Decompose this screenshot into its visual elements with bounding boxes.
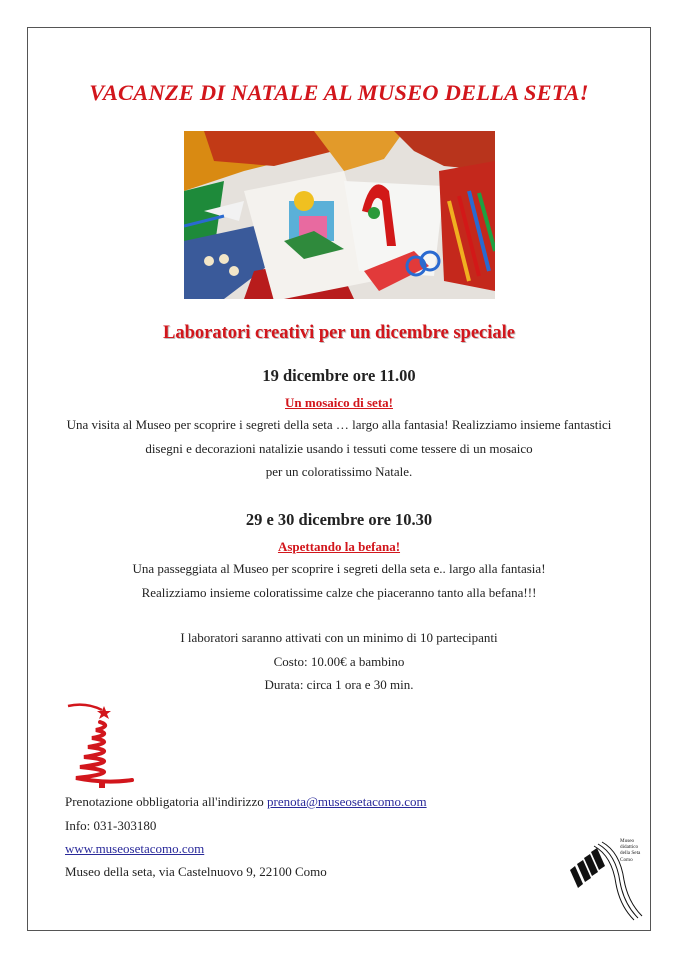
event1-line: disegni e decorazioni natalizie usando i tessuti come tessere di un mosaico (145, 440, 533, 456)
logo-line: della Seta (620, 850, 641, 857)
event2-name: Aspettando la befana! (277, 539, 401, 554)
logo-line: didattico (620, 844, 639, 851)
christmas-tree-icon (66, 700, 138, 790)
event1-description (0, 413, 678, 484)
workshop-photo (184, 131, 495, 299)
info-cost: Costo: 10.00€ a bambino (273, 653, 405, 669)
event2-date: 29 e 30 dicembre ore 10.30 (245, 510, 433, 529)
event2-line: Una passeggiata al Museo per scoprire i segreti della seta e.. largo alla fantasia! (132, 561, 546, 576)
subtitle: Laboratori creativi per un dicembre speciale (163, 323, 515, 343)
event1-line: per un coloratissimo Natale. (265, 464, 413, 479)
event1-line: Una visita al Museo per scoprire i segreti della seta … largo alla fantasia! Realizziamo insieme fantastici (66, 417, 612, 432)
event1-name: Un mosaico di seta! (285, 395, 393, 410)
address: Museo della seta, via Castelnuovo 9, 22100 Como (65, 864, 327, 879)
info-duration: Durata: circa 1 ora e 30 min. (264, 677, 414, 692)
event2-line: Realizziamo insieme coloratissime calze che piaceranno tanto alla befana!!! (141, 584, 537, 600)
booking-line (65, 794, 427, 810)
info-minimum: I laboratori saranno attivati con un minimo di 10 partecipanti (180, 630, 498, 645)
logo-line: Museo (620, 838, 635, 844)
event2-description (0, 557, 678, 604)
page-title: VACANZE DI NATALE AL MUSEO DELLA SETA! (89, 80, 589, 105)
phone-info: Info: 031-303180 (65, 818, 157, 833)
logo-line: Como (620, 856, 633, 863)
booking-label: Prenotazione obbligatoria all'indirizzo (65, 794, 267, 809)
workshop-info (0, 626, 678, 697)
booking-email-link[interactable]: prenota@museosetacomo.com (266, 794, 427, 809)
craft-table-image (184, 131, 495, 299)
event1-date: 19 dicembre ore 11.00 (262, 366, 416, 385)
logo-text (620, 838, 654, 863)
website-link[interactable]: www.museosetacomo.com (65, 841, 205, 856)
